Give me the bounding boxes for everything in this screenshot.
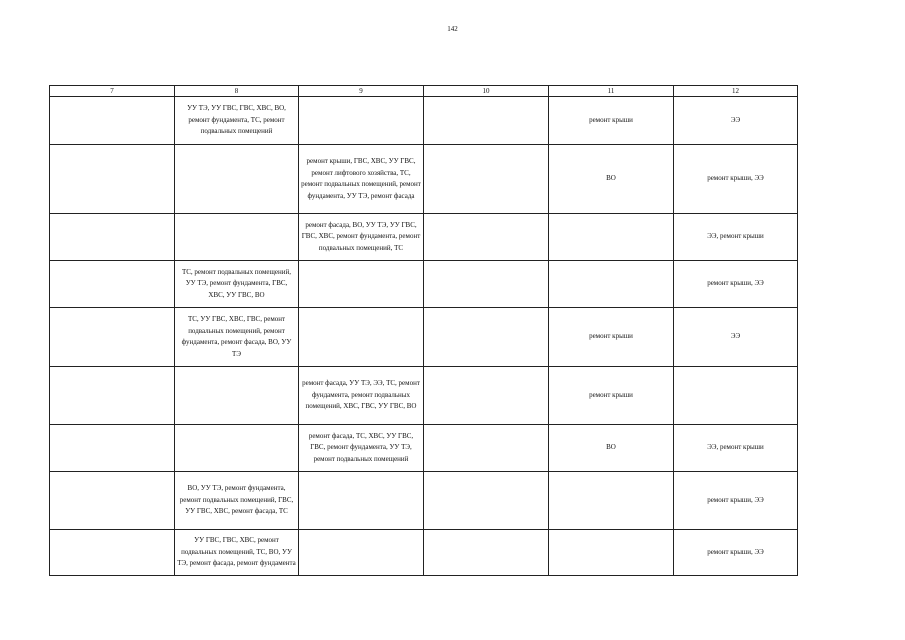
table-cell: ВО, УУ ТЭ, ремонт фундамента, ремонт подвальных помещений, ГВС, УУ ГВС, ХВС, ремонт фасада, ТС (175, 472, 299, 530)
table-cell (50, 261, 175, 308)
table-cell (424, 530, 549, 576)
table-cell: ремонт крыши (549, 97, 674, 145)
table-cell (424, 472, 549, 530)
table-cell (50, 145, 175, 214)
page-number: 142 (447, 25, 458, 33)
table-cell (424, 97, 549, 145)
table-row (50, 472, 798, 530)
table-cell: ремонт крыши, ЭЭ (674, 145, 798, 214)
table-row (50, 530, 798, 576)
table-cell: ремонт фасада, ВО, УУ ТЭ, УУ ГВС, ГВС, ХВС, ремонт фундамента, ремонт подвальных помещений, ТС (299, 214, 424, 261)
column-header: 7 (50, 86, 175, 97)
column-header: 8 (175, 86, 299, 97)
table-cell (424, 425, 549, 472)
table-cell (50, 472, 175, 530)
table-cell (299, 261, 424, 308)
table-cell (424, 308, 549, 367)
table-cell (549, 530, 674, 576)
table-cell (549, 261, 674, 308)
table-row (50, 367, 798, 425)
table-row (50, 214, 798, 261)
table-cell: ВО (549, 145, 674, 214)
table-cell: ЭЭ, ремонт крыши (674, 214, 798, 261)
table-cell (299, 97, 424, 145)
table-cell: ремонт крыши, ГВС, ХВС, УУ ГВС, ремонт лифтового хозяйства, ТС, ремонт подвальных помещений, ремонт фундамента, УУ ТЭ, ремонт фасада (299, 145, 424, 214)
table-cell: ЭЭ, ремонт крыши (674, 425, 798, 472)
table-cell: ВО (549, 425, 674, 472)
table-cell (299, 308, 424, 367)
table-cell: ЭЭ (674, 97, 798, 145)
column-header: 12 (674, 86, 798, 97)
table-cell (549, 472, 674, 530)
table-cell (424, 367, 549, 425)
table-cell (424, 261, 549, 308)
table-cell (50, 367, 175, 425)
table-cell (50, 425, 175, 472)
table-cell: ремонт крыши, ЭЭ (674, 472, 798, 530)
data-table (49, 85, 798, 576)
table-cell: ЭЭ (674, 308, 798, 367)
table-row (50, 145, 798, 214)
table-cell (299, 472, 424, 530)
table-header-row (50, 86, 798, 97)
column-header: 11 (549, 86, 674, 97)
table-cell: ремонт крыши, ЭЭ (674, 530, 798, 576)
table-cell: ТС, ремонт подвальных помещений, УУ ТЭ, ремонт фундамента, ГВС, ХВС, УУ ГВС, ВО (175, 261, 299, 308)
table-cell (674, 367, 798, 425)
table-cell: ремонт крыши (549, 367, 674, 425)
table-cell: ремонт фасада, ТС, ХВС, УУ ГВС, ГВС, ремонт фундамента, УУ ТЭ, ремонт подвальных помещений (299, 425, 424, 472)
table-cell (50, 530, 175, 576)
table-cell (175, 145, 299, 214)
table-cell: ТС, УУ ГВС, ХВС, ГВС, ремонт подвальных помещений, ремонт фундамента, ремонт фасада, ВО, УУ ТЭ (175, 308, 299, 367)
table-cell: УУ ГВС, ГВС, ХВС, ремонт подвальных помещений, ТС, ВО, УУ ТЭ, ремонт фасада, ремонт фундамента (175, 530, 299, 576)
table-cell (549, 214, 674, 261)
table-cell: ремонт крыши (549, 308, 674, 367)
column-header: 9 (299, 86, 424, 97)
column-header: 10 (424, 86, 549, 97)
table-cell (424, 214, 549, 261)
table-row (50, 97, 798, 145)
table-cell: УУ ТЭ, УУ ГВС, ГВС, ХВС, ВО, ремонт фундамента, ТС, ремонт подвальных помещений (175, 97, 299, 145)
table-cell (424, 145, 549, 214)
table-cell (50, 214, 175, 261)
table-cell: ремонт крыши, ЭЭ (674, 261, 798, 308)
table-row (50, 261, 798, 308)
table-cell (175, 214, 299, 261)
table-cell: ремонт фасада, УУ ТЭ, ЭЭ, ТС, ремонт фундамента, ремонт подвальных помещений, ХВС, ГВС, УУ ГВС, ВО (299, 367, 424, 425)
table-cell (50, 308, 175, 367)
table-row (50, 425, 798, 472)
table-cell (299, 530, 424, 576)
table-cell (175, 425, 299, 472)
table-row (50, 308, 798, 367)
table-cell (175, 367, 299, 425)
table-cell (50, 97, 175, 145)
